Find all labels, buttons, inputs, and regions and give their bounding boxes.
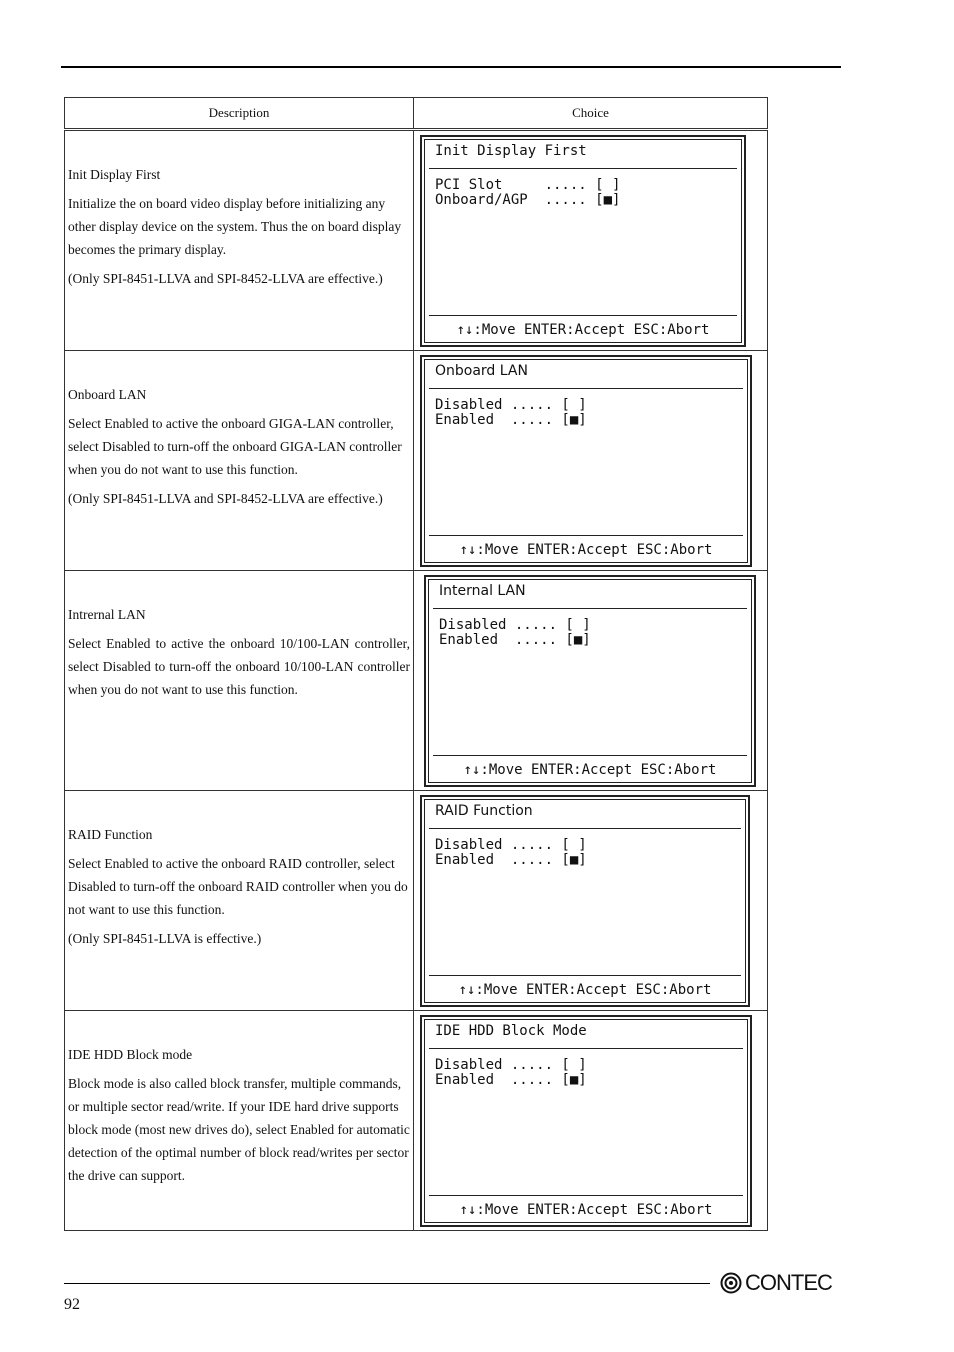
table-row bbox=[65, 351, 768, 571]
bios-screen-title: Init Display First bbox=[435, 143, 587, 159]
row-description bbox=[65, 131, 413, 290]
page-number: 92 bbox=[64, 1296, 80, 1313]
row-title: RAID Function bbox=[68, 827, 153, 842]
table-row bbox=[65, 791, 768, 1011]
bios-screen-title: IDE HDD Block Mode bbox=[435, 1023, 587, 1039]
row-description bbox=[65, 1011, 413, 1187]
row-paragraph: Initialize the on board video display before initializing any other display device on the system. Thus the on board display becomes the primary display. bbox=[68, 196, 402, 257]
bottom-rule bbox=[64, 1283, 710, 1284]
bios-screen bbox=[420, 135, 746, 347]
table-row bbox=[65, 130, 768, 351]
bios-footer-keys: ↑↓:Move ENTER:Accept ESC:Abort bbox=[459, 542, 713, 558]
bios-screen-title: Internal LAN bbox=[439, 583, 526, 599]
bios-option[interactable]: Disabled ..... [ ] bbox=[435, 397, 587, 413]
row-title: IDE HDD Block mode bbox=[68, 1047, 193, 1062]
bios-option[interactable]: Disabled ..... [ ] bbox=[435, 837, 587, 853]
row-paragraph: (Only SPI-8451-LLVA and SPI-8452-LLVA are effective.) bbox=[68, 271, 383, 286]
top-rule bbox=[61, 66, 841, 68]
bios-screen bbox=[420, 1015, 752, 1227]
bios-footer-keys: ↑↓:Move ENTER:Accept ESC:Abort bbox=[458, 982, 712, 998]
table-row bbox=[65, 1011, 768, 1231]
bios-option[interactable]: Disabled ..... [ ] bbox=[435, 1057, 587, 1073]
table-header-row bbox=[65, 98, 768, 130]
bios-screen bbox=[420, 795, 750, 1007]
header-description: Description bbox=[65, 98, 414, 130]
bios-screen-title: RAID Function bbox=[435, 803, 533, 819]
bios-option[interactable]: Onboard/AGP ..... [■] bbox=[435, 192, 621, 208]
bios-option[interactable]: Enabled ..... [■] bbox=[435, 852, 587, 868]
bios-footer-keys: ↑↓:Move ENTER:Accept ESC:Abort bbox=[456, 322, 710, 338]
row-paragraph: Select Enabled to active the onboard GIGA-LAN controller, select Disabled to turn-off the onboard GIGA-LAN controller when you do not want to use this function. bbox=[68, 416, 402, 477]
bios-screen bbox=[424, 575, 756, 787]
row-description bbox=[65, 791, 413, 950]
row-description bbox=[65, 351, 413, 510]
row-paragraph: Select Enabled to active the onboard RAID controller, select Disabled to turn-off the onboard RAID controller when you do not want to use this function. bbox=[68, 856, 408, 917]
row-description bbox=[65, 571, 413, 701]
row-title: Onboard LAN bbox=[68, 387, 147, 402]
bios-option[interactable]: Enabled ..... [■] bbox=[439, 632, 591, 648]
bios-footer-keys: ↑↓:Move ENTER:Accept ESC:Abort bbox=[463, 762, 717, 778]
logo-text: CONTEC bbox=[745, 1270, 832, 1295]
bios-option[interactable]: Disabled ..... [ ] bbox=[439, 617, 591, 633]
row-title: Init Display First bbox=[68, 167, 161, 182]
contec-logo-icon bbox=[720, 1272, 742, 1294]
row-paragraph: (Only SPI-8451-LLVA is effective.) bbox=[68, 931, 262, 946]
bios-footer-keys: ↑↓:Move ENTER:Accept ESC:Abort bbox=[459, 1202, 713, 1218]
bios-screen bbox=[420, 355, 752, 567]
bios-option[interactable]: Enabled ..... [■] bbox=[435, 412, 587, 428]
header-choice: Choice bbox=[414, 98, 768, 130]
settings-table bbox=[64, 97, 768, 1231]
table-row bbox=[65, 571, 768, 791]
row-paragraph: (Only SPI-8451-LLVA and SPI-8452-LLVA are effective.) bbox=[68, 491, 383, 506]
bios-option[interactable]: Enabled ..... [■] bbox=[435, 1072, 587, 1088]
row-title: Intrernal LAN bbox=[68, 607, 146, 622]
contec-logo bbox=[720, 1270, 832, 1296]
bios-screen-title: Onboard LAN bbox=[435, 363, 528, 379]
row-paragraph: Block mode is also called block transfer, multiple commands, or multiple sector read/write. If your IDE hard drive supports block mode (most new drives do), select Enabled for automatic detection of the optimal number of block read/writes per sector the drive can support. bbox=[68, 1076, 410, 1183]
bios-option[interactable]: PCI Slot ..... [ ] bbox=[435, 177, 621, 193]
row-paragraph: Select Enabled to active the onboard 10/100-LAN controller, select Disabled to turn-off the onboard 10/100-LAN controller when you do not want to use this function. bbox=[68, 636, 410, 697]
